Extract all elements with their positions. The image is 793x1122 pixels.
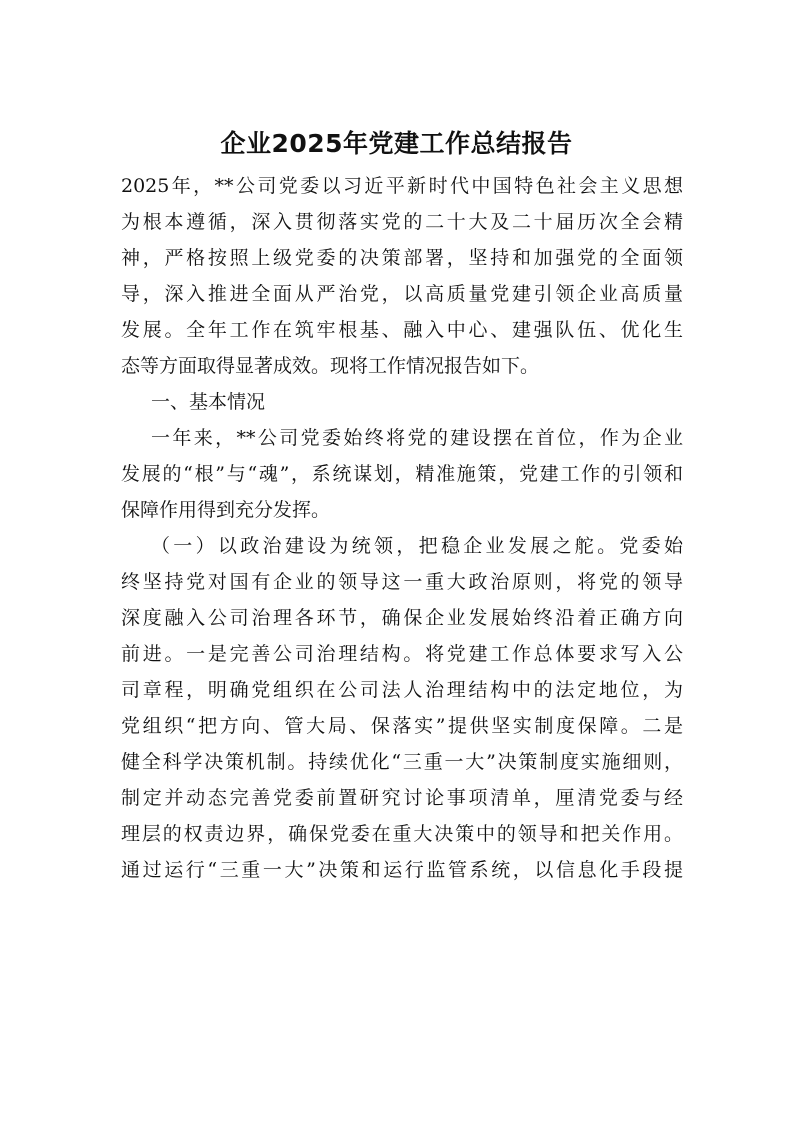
text-line: 导，深入推进全面从严治党，以高质量党建引领企业高质量 bbox=[121, 283, 683, 305]
text-line: 前进。一是完善公司治理结构。将党建工作总体要求写入公 bbox=[121, 643, 683, 665]
text-line: （一）以政治建设为统领，把稳企业发展之舵。党委始 bbox=[151, 535, 683, 557]
text-line: 神，严格按照上级党委的决策部署，坚持和加强党的全面领 bbox=[121, 247, 683, 269]
document-body bbox=[121, 168, 683, 888]
text-line: 制定并动态完善党委前置研究讨论事项清单，厘清党委与经 bbox=[121, 787, 683, 809]
text-line: 态等方面取得显著成效。现将工作情况报告如下。 bbox=[121, 355, 540, 377]
heading-basic-situation: 一、基本情况 bbox=[151, 391, 266, 413]
text-line: 2025年，**公司党委以习近平新时代中国特色社会主义思想 bbox=[121, 175, 683, 197]
text-line: 通过运行“三重一大”决策和运行监管系统，以信息化手段提 bbox=[121, 859, 683, 881]
text-line: 为根本遵循，深入贯彻落实党的二十大及二十届历次全会精 bbox=[121, 211, 683, 233]
paragraph-political bbox=[121, 528, 683, 888]
text-line: 深度融入公司治理各环节，确保企业发展始终沿着正确方向 bbox=[121, 607, 683, 629]
text-line: 党组织“把方向、管大局、保落实”提供坚实制度保障。二是 bbox=[121, 715, 683, 737]
text-line: 保障作用得到充分发挥。 bbox=[121, 499, 331, 521]
section-heading bbox=[121, 384, 683, 420]
text-line: 终坚持党对国有企业的领导这一重大政治原则，将党的领导 bbox=[121, 571, 683, 593]
text-line: 发展的“根”与“魂”，系统谋划，精准施策，党建工作的引领和 bbox=[121, 463, 683, 485]
text-line: 发展。全年工作在筑牢根基、融入中心、建强队伍、优化生 bbox=[121, 319, 683, 341]
document-title: 企业2025年党建工作总结报告 bbox=[220, 129, 573, 158]
text-line: 健全科学决策机制。持续优化“三重一大”决策制度实施细则， bbox=[121, 751, 683, 773]
paragraph-intro bbox=[121, 168, 683, 384]
paragraph-basic bbox=[121, 420, 683, 528]
text-line: 理层的权责边界，确保党委在重大决策中的领导和把关作用。 bbox=[121, 823, 683, 845]
text-line: 一年来，**公司党委始终将党的建设摆在首位，作为企业 bbox=[151, 427, 683, 449]
text-line: 司章程，明确党组织在公司法人治理结构中的法定地位，为 bbox=[121, 679, 683, 701]
